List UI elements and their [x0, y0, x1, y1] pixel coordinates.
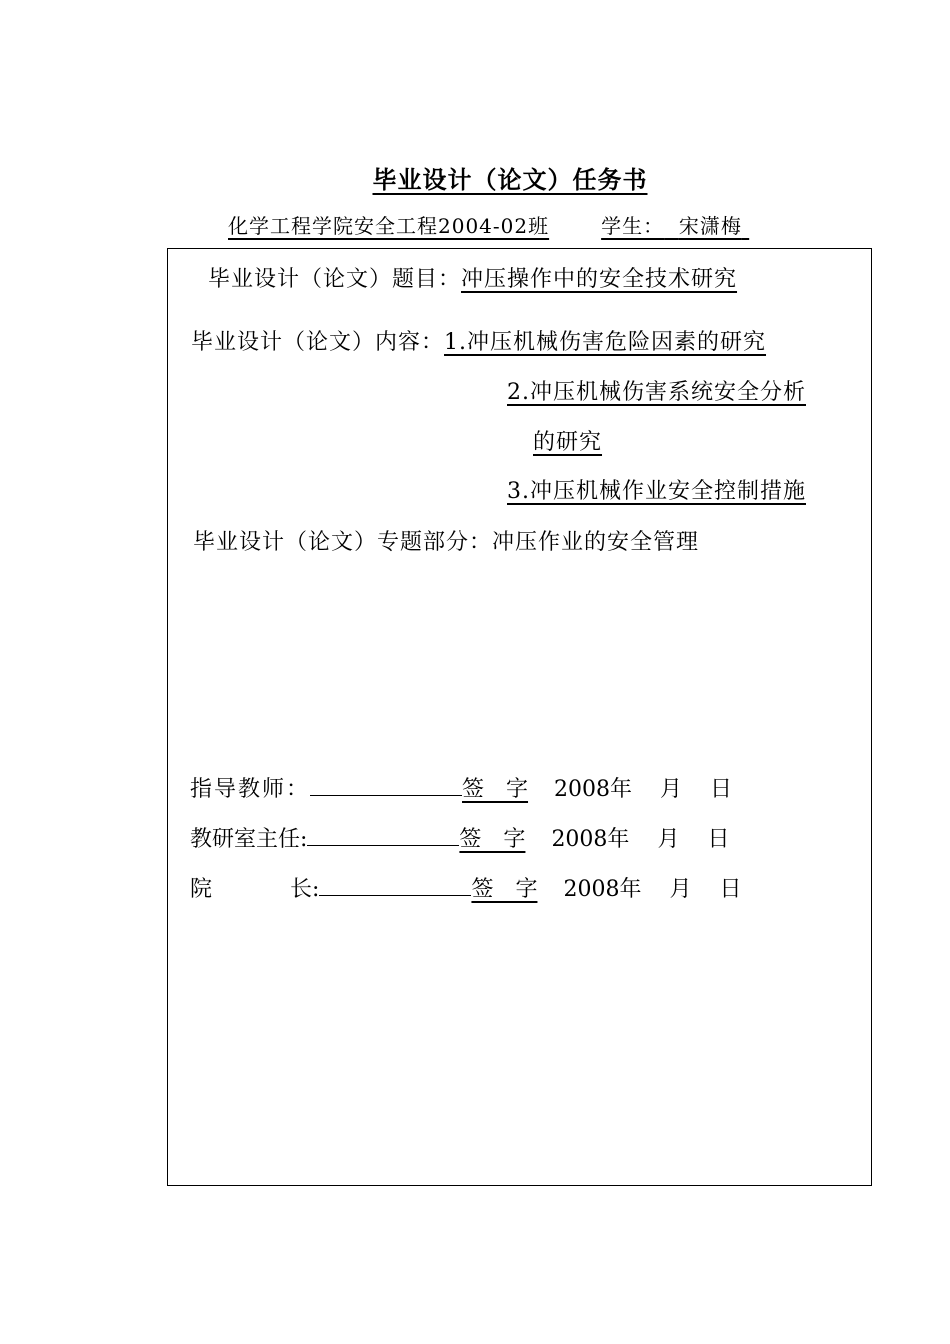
special-label: 毕业设计（论文）专题部分：: [193, 530, 493, 555]
page-title: 毕业设计（论文）任务书: [372, 165, 648, 194]
director-sign-label: 签 字: [459, 827, 526, 852]
content-item-2-cont: 的研究: [533, 430, 603, 455]
content-item-2: 2.冲压机械伤害系统安全分析: [507, 380, 806, 405]
topic-value: 冲压操作中的安全技术研究: [461, 267, 738, 292]
signature-row-dean: [190, 872, 741, 903]
class-info: 化学工程学院安全工程2004-02班: [228, 214, 550, 238]
director-year: 2008年: [551, 827, 630, 852]
advisor-signature-blank[interactable]: [310, 777, 462, 796]
content-label: 毕业设计（论文）内容：: [191, 330, 445, 355]
signature-row-advisor: [190, 772, 732, 803]
dean-signature-blank[interactable]: [319, 877, 471, 896]
content-item-1: 1.冲压机械伤害危险因素的研究: [444, 330, 767, 355]
director-signature-blank[interactable]: [307, 827, 459, 846]
director-day: 日: [707, 827, 730, 852]
dean-label-b: 长:: [290, 877, 320, 902]
advisor-year: 2008年: [554, 777, 633, 802]
dean-year: 2008年: [563, 877, 642, 902]
content-item-3: 3.冲压机械作业安全控制措施: [507, 479, 806, 504]
topic-line: [208, 262, 737, 293]
class-student-line: [228, 210, 749, 239]
advisor-month: 月: [660, 777, 683, 802]
topic-label: 毕业设计（论文）题目：: [208, 267, 462, 292]
student-label: 学生：: [601, 214, 665, 238]
director-month: 月: [657, 827, 680, 852]
signature-row-director: [190, 822, 729, 853]
dean-sign-label: 签 字: [471, 877, 538, 902]
dean-month: 月: [669, 877, 692, 902]
advisor-label: 指导教师：: [190, 777, 311, 802]
dean-day: 日: [719, 877, 742, 902]
advisor-sign-label: 签 字: [462, 777, 529, 802]
special-line: [193, 525, 699, 556]
dean-label-a: 院: [190, 877, 213, 902]
director-label: 教研室主任:: [190, 827, 308, 852]
advisor-day: 日: [710, 777, 733, 802]
student-name: 宋潇梅: [678, 214, 742, 238]
content-line: [191, 325, 766, 356]
special-value: 冲压作业的安全管理: [492, 530, 700, 555]
